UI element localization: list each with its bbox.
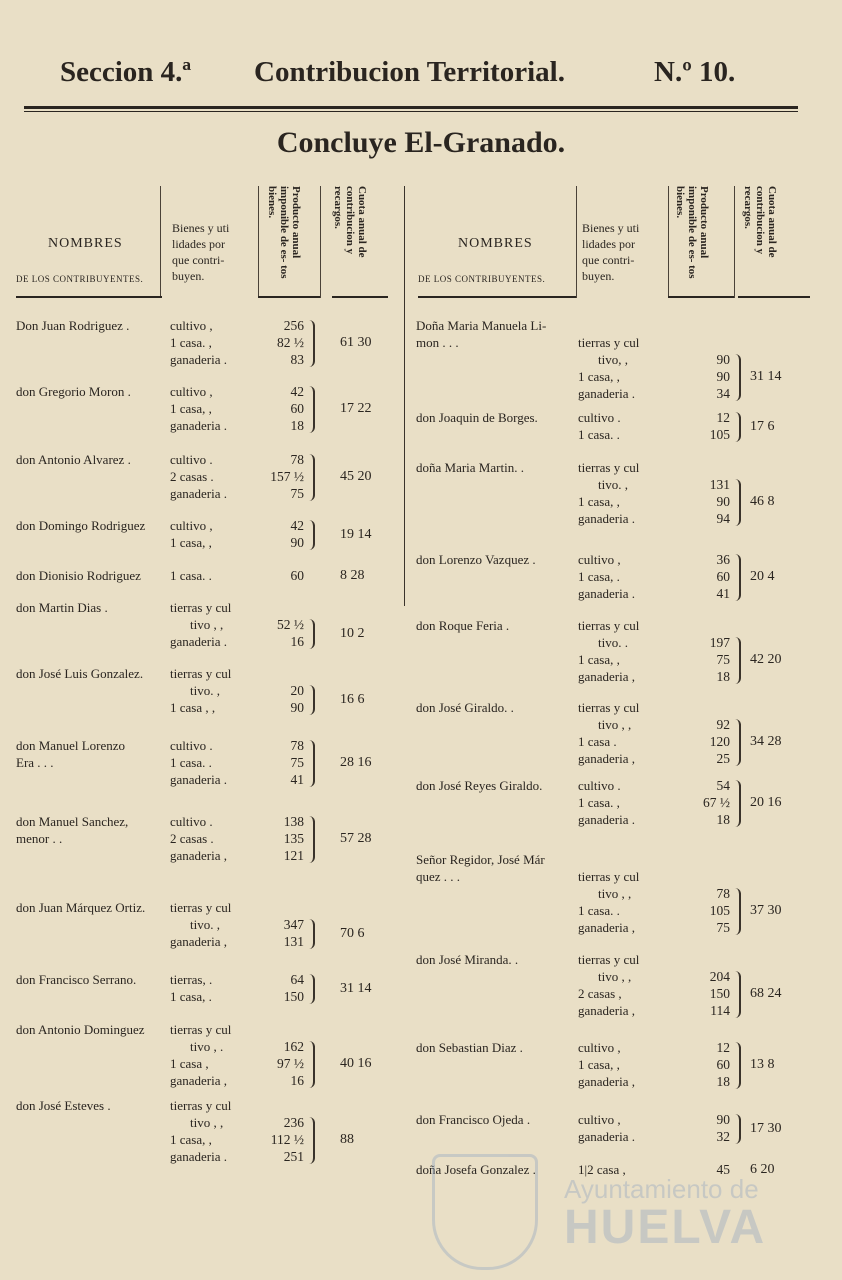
property-item: cultivo , [170, 384, 213, 399]
contributor-name: Don Juan Rodriguez . [16, 318, 130, 333]
property-item: cultivo . [170, 452, 213, 467]
contributor-name: don Juan Márquez Ortiz. [16, 900, 146, 915]
property-item: 1 casa, , [170, 401, 212, 416]
header-nombres: NOMBRES [458, 236, 533, 251]
contributor-name: Señor Regidor, José Már [416, 852, 545, 867]
header-bienes-line: Bienes y uti [582, 221, 640, 235]
contributor-name: don José Miranda. . [416, 952, 519, 967]
watermark-line2: HUELVA [564, 1201, 767, 1254]
annual-quota: 68 24 [750, 986, 782, 1001]
header-producto: Producto anual imponible de es- tos bienes. [266, 186, 302, 279]
grouping-brace [308, 974, 315, 1004]
property-item: 1 casa, , [170, 535, 212, 550]
header-separator [576, 186, 577, 298]
contributor-name: don Martin Dias . [16, 600, 108, 615]
grouping-brace [308, 520, 315, 550]
grouping-brace [308, 919, 315, 949]
grouping-brace [308, 685, 315, 715]
property-item: tierras y cul [578, 700, 640, 715]
property-item: cultivo , [578, 552, 621, 567]
property-item: tierras, . [170, 972, 213, 987]
contributor-name: menor . . [16, 831, 63, 846]
property-item: tivo. , [190, 917, 220, 932]
annual-product-value: 347 [283, 917, 304, 932]
annual-product-value: 75 [290, 755, 304, 770]
annual-product-value: 78 [290, 738, 304, 753]
annual-product-value: 97 ½ [277, 1056, 304, 1071]
property-item: tierras y cul [578, 869, 640, 884]
property-item: tierras y cul [170, 666, 232, 681]
property-item: tivo. . [598, 635, 628, 650]
header-cuota: Cuota anual de contribucion y recargos. [742, 186, 778, 258]
grouping-brace [308, 386, 315, 433]
property-item: 1 casa , , [170, 700, 216, 715]
header-bienes-line: que contri- [172, 253, 225, 267]
annual-product-value: 52 ½ [277, 617, 304, 632]
annual-product-value: 105 [709, 903, 730, 918]
grouping-brace [308, 320, 315, 367]
grouping-brace [734, 637, 741, 684]
property-item: ganaderia . [578, 386, 636, 401]
annual-product-value: 42 [290, 518, 304, 533]
header-bienes-line: lidades por [172, 237, 225, 251]
annual-product-value: 131 [283, 934, 304, 949]
coat-of-arms-icon [432, 1154, 538, 1270]
section-label: Seccion 4.ª [60, 56, 192, 88]
property-item: 1|2 casa , [578, 1162, 626, 1177]
grouping-brace [308, 1041, 315, 1088]
annual-product-value: 12 [716, 1040, 730, 1055]
grouping-brace [308, 1117, 315, 1164]
property-item: tierras y cul [578, 335, 640, 350]
annual-product-value: 114 [710, 1003, 730, 1018]
grouping-brace [734, 412, 741, 442]
contributor-name: don Roque Feria . [416, 618, 510, 633]
property-item: ganaderia . [170, 634, 228, 649]
contributor-name: don José Esteves . [16, 1098, 111, 1113]
property-item: 1 casa. . [170, 568, 212, 583]
header-underline [332, 296, 388, 298]
annual-product-value: 131 [709, 477, 730, 492]
property-item: ganaderia , [170, 934, 228, 949]
property-item: ganaderia . [578, 511, 636, 526]
header-cuota: Cuota anual de contribucion y recargos. [332, 186, 368, 258]
property-item: cultivo . [578, 778, 621, 793]
annual-quota: 6 20 [750, 1162, 775, 1177]
header-separator [320, 186, 321, 298]
contributor-name: Era . . . [16, 755, 54, 770]
property-item: tivo , , [190, 617, 224, 632]
annual-product-value: 90 [716, 369, 730, 384]
property-item: tierras y cul [578, 952, 640, 967]
property-item: cultivo , [170, 518, 213, 533]
property-item: ganaderia , [578, 1003, 636, 1018]
annual-quota: 16 6 [340, 691, 365, 707]
property-item: ganaderia , [170, 848, 228, 863]
property-item: tierras y cul [578, 460, 640, 475]
column-divider [404, 186, 405, 606]
annual-product-value: 150 [283, 989, 304, 1004]
annual-product-value: 32 [716, 1129, 730, 1144]
property-item: ganaderia . [578, 586, 636, 601]
annual-product-value: 45 [716, 1162, 730, 1177]
property-item: tivo , , [598, 969, 632, 984]
annual-product-value: 64 [290, 972, 304, 987]
watermark-line1: Ayuntamiento de [564, 1174, 759, 1204]
grouping-brace [734, 780, 741, 827]
grouping-brace [734, 1114, 741, 1144]
annual-product-value: 60 [290, 401, 304, 416]
property-item: tivo , . [190, 1039, 224, 1054]
annual-product-value: 162 [283, 1039, 304, 1054]
annual-quota: 40 16 [340, 1056, 372, 1071]
property-item: cultivo . [170, 814, 213, 829]
annual-product-value: 41 [290, 772, 304, 787]
header-bienes [582, 220, 639, 284]
page-title: Contribucion Territorial. [254, 56, 565, 88]
annual-product-value: 75 [716, 652, 730, 667]
contributor-name: don José Luis Gonzalez. [16, 666, 144, 681]
annual-product-value: 18 [290, 418, 304, 433]
header-de-los-contribuyentes: DE LOS CONTRIBUYENTES. [16, 274, 144, 284]
property-item: cultivo , [578, 1112, 621, 1127]
annual-quota: 88 [340, 1132, 354, 1147]
annual-quota: 20 4 [750, 569, 775, 584]
contributor-name: don Joaquin de Borges. [416, 410, 538, 425]
header-separator [258, 186, 259, 298]
annual-product-value: 18 [716, 812, 730, 827]
annual-quota: 17 6 [750, 418, 775, 434]
annual-quota: 19 14 [340, 526, 372, 542]
property-item: tivo , , [598, 717, 632, 732]
property-item: tivo, , [598, 352, 628, 367]
annual-product-value: 94 [716, 511, 730, 526]
header-underline [258, 296, 320, 298]
annual-product-value: 16 [290, 1073, 304, 1088]
annual-quota: 42 20 [750, 652, 782, 667]
annual-product-value: 20 [290, 683, 304, 698]
property-item: cultivo . [578, 410, 621, 425]
grouping-brace [308, 816, 315, 863]
header-separator [734, 186, 735, 298]
property-item: 1 casa , [170, 1056, 209, 1071]
watermark [432, 1150, 792, 1270]
property-item: tierras y cul [170, 600, 232, 615]
contributor-name: Doña Maria Manuela Li- [416, 318, 547, 333]
right-table [412, 180, 830, 1260]
property-item: ganaderia , [170, 1073, 228, 1088]
property-item: 1 casa, . [578, 569, 620, 584]
property-item: cultivo . [170, 738, 213, 753]
contributor-name: don Francisco Serrano. [16, 972, 137, 987]
property-item: 2 casas . [170, 469, 214, 484]
property-item: ganaderia . [578, 812, 636, 827]
header-bienes-line: buyen. [172, 269, 205, 283]
annual-product-value: 12 [716, 410, 730, 425]
contributor-name: don Domingo Rodriguez [16, 518, 146, 533]
property-item: ganaderia , [578, 1074, 636, 1089]
header-underline [16, 296, 162, 298]
property-item: cultivo , [170, 318, 213, 333]
property-item: ganaderia . [170, 772, 228, 787]
property-item: 1 casa, , [578, 494, 620, 509]
property-item: 1 casa. . [578, 427, 620, 442]
annual-quota: 8 28 [340, 568, 365, 583]
annual-quota: 34 28 [750, 734, 782, 749]
property-item: tierras y cul [170, 1022, 232, 1037]
annual-product-value: 251 [283, 1149, 304, 1164]
property-item: 2 casas . [170, 831, 214, 846]
contributor-name: don Gregorio Moron . [16, 384, 131, 399]
contributor-name: don Sebastian Diaz . [416, 1040, 523, 1055]
annual-product-value: 42 [290, 384, 304, 399]
annual-product-value: 236 [283, 1115, 304, 1130]
annual-product-value: 54 [716, 778, 730, 793]
annual-quota: 10 2 [340, 625, 365, 641]
annual-product-value: 197 [709, 635, 730, 650]
grouping-brace [734, 479, 741, 526]
left-table [14, 180, 402, 1260]
annual-product-value: 90 [716, 494, 730, 509]
annual-quota: 46 8 [750, 494, 775, 509]
grouping-brace [734, 554, 741, 601]
contributor-name: don Lorenzo Vazquez . [416, 552, 536, 567]
property-item: ganaderia . [170, 352, 228, 367]
page-subtitle: Concluye El-Granado. [276, 126, 566, 159]
annual-product-value: 41 [716, 586, 730, 601]
annual-product-value: 60 [290, 568, 304, 583]
annual-product-value: 75 [716, 920, 730, 935]
annual-quota: 61 30 [340, 335, 372, 350]
header-bienes [172, 220, 229, 284]
annual-product-value: 138 [283, 814, 304, 829]
contributor-name: doña Josefa Gonzalez . [416, 1162, 536, 1177]
annual-product-value: 78 [716, 886, 730, 901]
header-rule-thin [24, 111, 798, 112]
annual-product-value: 16 [290, 634, 304, 649]
header-separator [668, 186, 669, 298]
annual-product-value: 18 [716, 1074, 730, 1089]
contributor-name: don Manuel Lorenzo [16, 738, 126, 753]
annual-product-value: 36 [716, 552, 730, 567]
annual-quota: 17 30 [750, 1120, 782, 1136]
annual-product-value: 112 ½ [270, 1132, 304, 1147]
page-header [60, 56, 780, 100]
property-item: 1 casa. , [170, 335, 212, 350]
contributor-name: doña Maria Martin. . [416, 460, 524, 475]
grouping-brace [734, 354, 741, 401]
annual-product-value: 92 [716, 717, 730, 732]
header-separator [160, 186, 161, 298]
contributor-name: don Dionisio Rodriguez [16, 568, 141, 583]
property-item: cultivo , [578, 1040, 621, 1055]
grouping-brace [308, 740, 315, 787]
property-item: ganaderia . [578, 1129, 636, 1144]
annual-quota: 45 20 [340, 469, 372, 484]
grouping-brace [734, 1042, 741, 1089]
annual-product-value: 34 [716, 386, 730, 401]
property-item: tierras y cul [170, 1098, 232, 1113]
annual-quota: 70 6 [340, 925, 365, 941]
annual-quota: 37 30 [750, 903, 782, 918]
header-bienes-line: que contri- [582, 253, 635, 267]
annual-product-value: 90 [290, 535, 304, 550]
property-item: ganaderia . [170, 1149, 228, 1164]
annual-product-value: 150 [709, 986, 730, 1001]
header-bienes-line: lidades por [582, 237, 635, 251]
grouping-brace [308, 454, 315, 501]
property-item: 1 casa. . [578, 903, 620, 918]
annual-product-value: 82 ½ [277, 335, 304, 350]
header-bienes-line: buyen. [582, 269, 615, 283]
annual-product-value: 75 [290, 486, 304, 501]
annual-product-value: 135 [283, 831, 304, 846]
property-item: ganaderia , [578, 751, 636, 766]
header-underline [738, 296, 810, 298]
header-bienes-line: Bienes y uti [172, 221, 230, 235]
annual-quota: 28 16 [340, 755, 372, 770]
annual-product-value: 256 [283, 318, 304, 333]
annual-product-value: 90 [290, 700, 304, 715]
annual-product-value: 121 [283, 848, 304, 863]
contributor-name: don Manuel Sanchez, [16, 814, 129, 829]
header-nombres: NOMBRES [48, 236, 123, 251]
header-underline [668, 296, 734, 298]
property-item: ganaderia , [578, 920, 636, 935]
contributor-name: don Antonio Alvarez . [16, 452, 131, 467]
property-item: 1 casa, . [170, 989, 212, 1004]
property-item: 1 casa, , [578, 652, 620, 667]
annual-product-value: 157 ½ [270, 469, 304, 484]
grouping-brace [734, 971, 741, 1018]
property-item: tierras y cul [170, 900, 232, 915]
property-item: tivo. , [190, 683, 220, 698]
header-de-los-contribuyentes: DE LOS CONTRIBUYENTES. [418, 274, 546, 284]
property-item: tivo , , [598, 886, 632, 901]
annual-quota: 17 22 [340, 401, 372, 416]
page-number: N.º 10. [654, 56, 736, 88]
property-item: ganaderia . [170, 418, 228, 433]
annual-product-value: 105 [709, 427, 730, 442]
property-item: ganaderia , [578, 669, 636, 684]
contributor-name: don Antonio Dominguez [16, 1022, 145, 1037]
property-item: 1 casa. . [170, 755, 212, 770]
contributor-name: don José Reyes Giraldo. [416, 778, 543, 793]
annual-product-value: 90 [716, 352, 730, 367]
annual-product-value: 60 [716, 1057, 730, 1072]
contributor-name: mon . . . [416, 335, 459, 350]
annual-product-value: 67 ½ [703, 795, 730, 810]
property-item: 1 casa, , [170, 1132, 212, 1147]
grouping-brace [734, 719, 741, 766]
property-item: 1 casa. , [578, 795, 620, 810]
header-producto: Producto anual imponible de es- tos bienes. [674, 186, 710, 279]
annual-product-value: 90 [716, 1112, 730, 1127]
annual-product-value: 120 [709, 734, 730, 749]
annual-product-value: 25 [716, 751, 730, 766]
property-item: tivo , , [190, 1115, 224, 1130]
grouping-brace [734, 888, 741, 935]
annual-quota: 13 8 [750, 1057, 775, 1072]
annual-quota: 20 16 [750, 795, 782, 810]
annual-quota: 31 14 [340, 980, 372, 996]
header-underline [418, 296, 576, 298]
annual-product-value: 83 [290, 352, 304, 367]
property-item: 1 casa . [578, 734, 617, 749]
grouping-brace [308, 619, 315, 649]
property-item: 1 casa, , [578, 1057, 620, 1072]
annual-product-value: 78 [290, 452, 304, 467]
header-rule-thick [24, 106, 798, 109]
property-item: ganaderia . [170, 486, 228, 501]
annual-product-value: 204 [709, 969, 730, 984]
annual-product-value: 18 [716, 669, 730, 684]
annual-quota: 57 28 [340, 831, 372, 846]
annual-product-value: 60 [716, 569, 730, 584]
contributor-name: don Francisco Ojeda . [416, 1112, 531, 1127]
property-item: 1 casa, , [578, 369, 620, 384]
annual-quota: 31 14 [750, 369, 782, 384]
property-item: tivo. , [598, 477, 628, 492]
contributor-name: quez . . . [416, 869, 461, 884]
contributor-name: don José Giraldo. . [416, 700, 514, 715]
property-item: tierras y cul [578, 618, 640, 633]
property-item: 2 casas , [578, 986, 622, 1001]
